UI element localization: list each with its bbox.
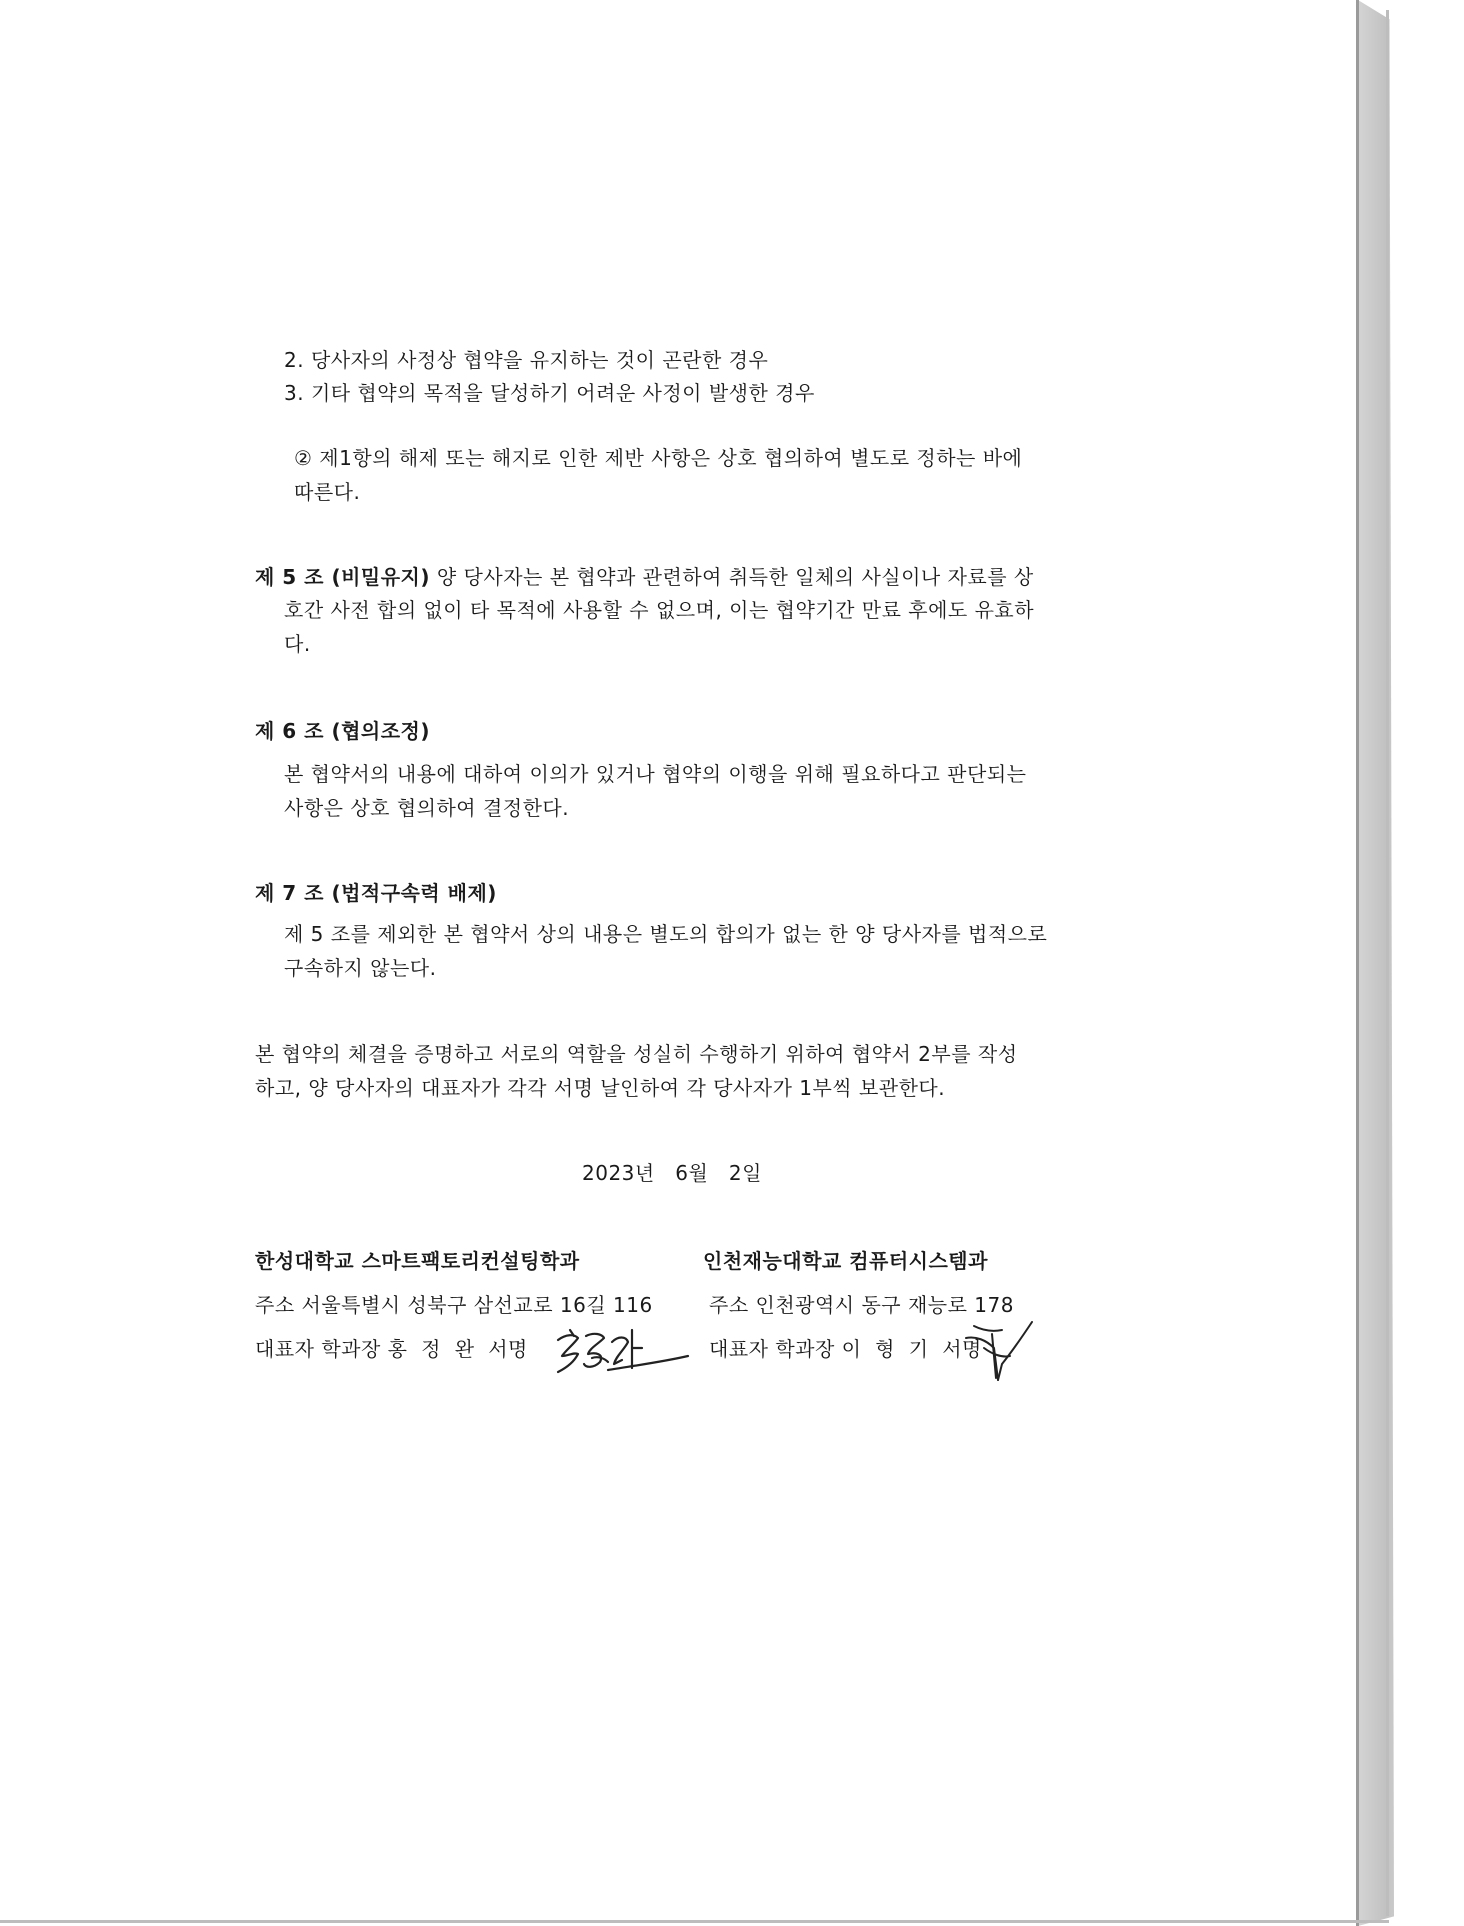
article4-para2-line1: ② 제1항의 해제 또는 해지로 인한 제반 사항은 상호 협의하여 별도로 정하는 바에 bbox=[294, 446, 1023, 470]
article7-line2: 구속하지 않는다. bbox=[284, 956, 437, 980]
party1-name: 한성대학교 스마트팩토리컨설팅학과 bbox=[255, 1249, 580, 1273]
date-year: 2023년 bbox=[582, 1161, 655, 1185]
article6-title: 제 6 조 (협의조정) bbox=[255, 719, 431, 743]
page-frame-right bbox=[1386, 10, 1389, 1916]
party1-representative: 대표자 학과장 홍 정 완 서명 bbox=[255, 1337, 528, 1361]
article4-para2-line2: 따른다. bbox=[294, 480, 361, 504]
article6-line1: 본 협약서의 내용에 대하여 이의가 있거나 협약의 이행을 위해 필요하다고 판단되는 bbox=[284, 762, 1027, 786]
article6-line2: 사항은 상호 협의하여 결정한다. bbox=[284, 796, 570, 820]
party1-signature bbox=[552, 1322, 692, 1382]
article5-line1 bbox=[255, 564, 1034, 590]
article5-title: 제 5 조 (비밀유지) bbox=[255, 565, 431, 589]
page-curl-edge bbox=[1358, 0, 1448, 1926]
article5-line1-text: 양 당사자는 본 협약과 관련하여 취득한 일체의 사실이나 자료를 상 bbox=[436, 565, 1034, 589]
article5-line3: 다. bbox=[284, 632, 311, 656]
party2-representative: 대표자 학과장 이 형 기 서명 bbox=[709, 1337, 982, 1361]
date-month: 6월 bbox=[675, 1161, 709, 1185]
agreement-date bbox=[582, 1160, 762, 1186]
article7-line1: 제 5 조를 제외한 본 협약서 상의 내용은 별도의 합의가 없는 한 양 당사자를 법적으로 bbox=[284, 922, 1048, 946]
party2-address: 주소 인천광역시 동구 재능로 178 bbox=[709, 1293, 1014, 1317]
article5-line2: 호간 사전 합의 없이 타 목적에 사용할 수 없으며, 이는 협약기간 만료 후에도 유효하 bbox=[284, 598, 1035, 622]
date-day: 2일 bbox=[728, 1161, 762, 1185]
closing-line2: 하고, 양 당사자의 대표자가 각각 서명 날인하여 각 당사자가 1부씩 보관한다. bbox=[255, 1076, 946, 1100]
page-frame-bottom bbox=[0, 1920, 1389, 1923]
article4-item2: 2. 당사자의 사정상 협약을 유지하는 것이 곤란한 경우 bbox=[284, 348, 769, 372]
party2-name: 인천재능대학교 컴퓨터시스템과 bbox=[703, 1249, 988, 1273]
article7-title: 제 7 조 (법적구속력 배제) bbox=[255, 881, 497, 905]
party2-signature bbox=[962, 1318, 1034, 1388]
party1-address: 주소 서울특별시 성북구 삼선교로 16길 116 bbox=[255, 1293, 653, 1317]
article4-item3: 3. 기타 협약의 목적을 달성하기 어려운 사정이 발생한 경우 bbox=[284, 381, 815, 405]
closing-line1: 본 협약의 체결을 증명하고 서로의 역할을 성실히 수행하기 위하여 협약서 2부를 작성 bbox=[255, 1042, 1018, 1066]
page-edge-line bbox=[1356, 0, 1359, 1926]
